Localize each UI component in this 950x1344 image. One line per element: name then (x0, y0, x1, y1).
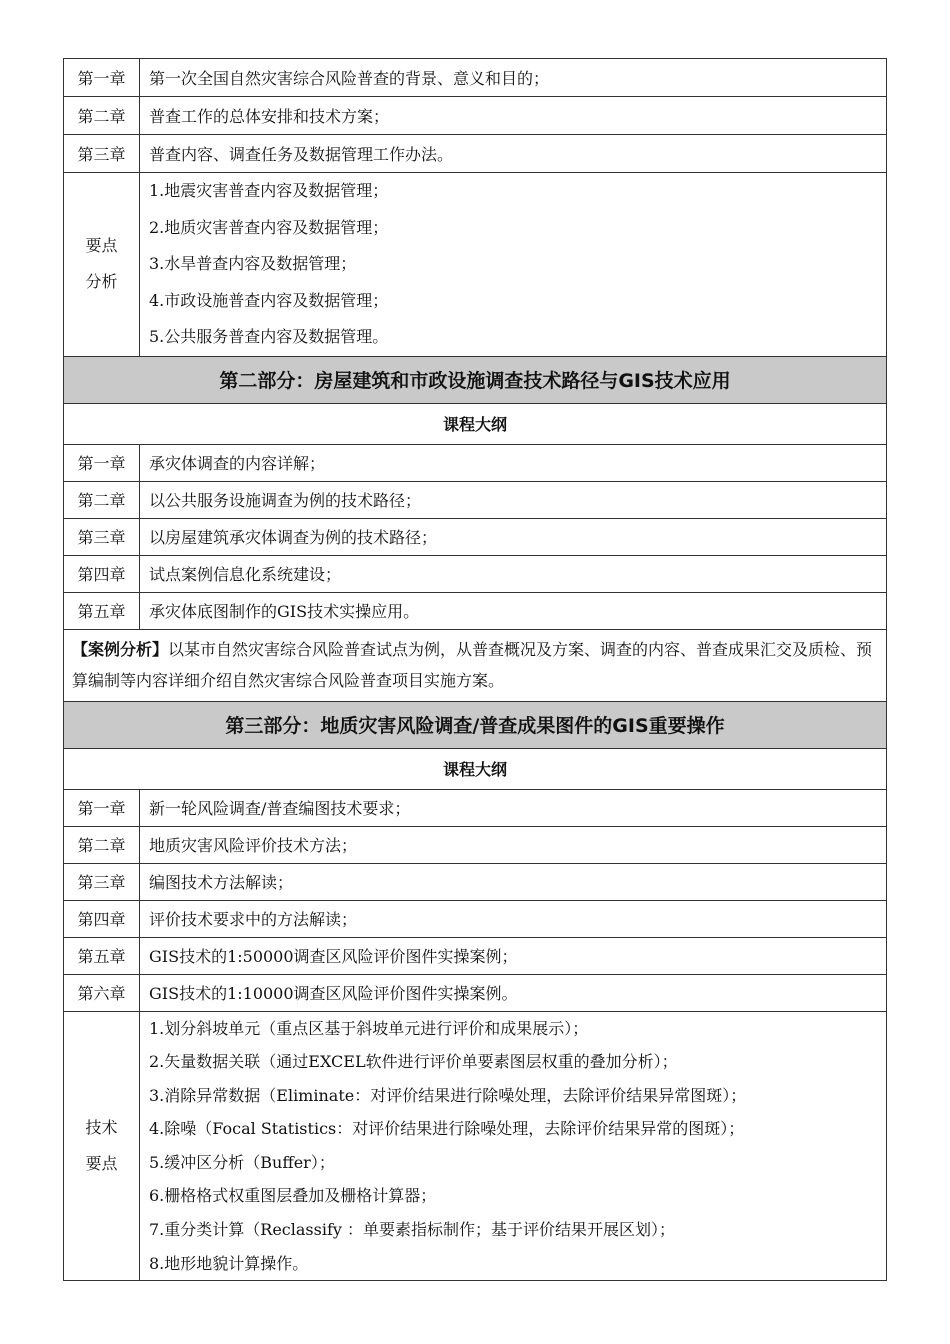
table-row (64, 444, 887, 481)
case-analysis-row (64, 629, 887, 701)
tech-point: 5.缓冲区分析（Buffer）； (149, 1152, 335, 1172)
chapter-text: 地质灾害风险评价技术方法； (140, 826, 887, 863)
chapter-text: 编图技术方法解读； (140, 863, 887, 900)
tech-point: 4.除噪（Focal Statistics：对评价结果进行除噪处理，去除评价结果异常的图斑）； (149, 1119, 745, 1139)
tech-label-line-2: 要点 (85, 1153, 118, 1173)
table-row (64, 97, 887, 135)
outline-row (64, 403, 887, 444)
tech-point: 8.地形地貌计算操作。 (149, 1253, 309, 1273)
chapter-text: 试点案例信息化系统建设； (140, 555, 887, 592)
tech-points-label (64, 1011, 140, 1281)
chapter-number: 第三章 (64, 518, 140, 555)
chapter-number: 第二章 (64, 97, 140, 135)
chapter-number: 第五章 (64, 592, 140, 629)
part3-outline-title: 课程大纲 (64, 748, 887, 789)
chapter-number: 第三章 (64, 863, 140, 900)
chapter-number: 第一章 (64, 444, 140, 481)
chapter-text: 承灾体调查的内容详解； (140, 444, 887, 481)
chapter-text: 新一轮风险调查/普查编图技术要求； (140, 789, 887, 826)
chapter-text: 承灾体底图制作的GIS技术实操应用。 (140, 592, 887, 629)
table-row (64, 789, 887, 826)
chapter-text: GIS技术的1:50000调查区风险评价图件实操案例； (140, 937, 887, 974)
chapter-text: 评价技术要求中的方法解读； (140, 900, 887, 937)
chapter-text: 普查内容、调查任务及数据管理工作办法。 (140, 135, 887, 173)
tech-points-row (64, 1011, 887, 1281)
section-header-row (64, 356, 887, 403)
key-label-line-1: 要点 (85, 236, 118, 256)
key-points-row (64, 173, 887, 357)
tech-point: 3.消除异常数据（Eliminate：对评价结果进行除噪处理，去除评价结果异常图斑）； (149, 1085, 747, 1105)
table-row (64, 937, 887, 974)
chapter-text: 以公共服务设施调查为例的技术路径； (140, 481, 887, 518)
key-point: 4.市政设施普查内容及数据管理； (149, 290, 389, 310)
table-row (64, 135, 887, 173)
course-outline-table (63, 58, 887, 1281)
key-point: 2.地质灾害普查内容及数据管理； (149, 217, 389, 237)
tech-label-line-1: 技术 (85, 1117, 118, 1137)
tech-point: 7.重分类计算（Reclassify ：单要素指标制作；基于评价结果开展区划）； (149, 1220, 675, 1240)
table-row (64, 59, 887, 97)
tech-point: 2.矢量数据关联（通过EXCEL软件进行评价单要素图层权重的叠加分析）； (149, 1052, 678, 1072)
section-header-row (64, 701, 887, 748)
tech-point: 6.栅格格式权重图层叠加及栅格计算器； (149, 1186, 437, 1206)
chapter-text: 普查工作的总体安排和技术方案； (140, 97, 887, 135)
table-row (64, 481, 887, 518)
chapter-text: 第一次全国自然灾害综合风险普查的背景、意义和目的； (140, 59, 887, 97)
tech-point: 1.划分斜坡单元（重点区基于斜坡单元进行评价和成果展示）； (149, 1018, 589, 1038)
table-row (64, 826, 887, 863)
chapter-number: 第二章 (64, 481, 140, 518)
chapter-number: 第二章 (64, 826, 140, 863)
case-analysis (64, 629, 887, 701)
table-row (64, 900, 887, 937)
chapter-number: 第六章 (64, 974, 140, 1011)
table-row (64, 592, 887, 629)
table-row (64, 863, 887, 900)
part2-title: 第二部分：房屋建筑和市政设施调查技术路径与GIS技术应用 (64, 356, 887, 403)
chapter-text: GIS技术的1:10000调查区风险评价图件实操案例。 (140, 974, 887, 1011)
key-label-line-2: 分析 (85, 272, 118, 292)
tech-points-list (140, 1011, 887, 1281)
chapter-text: 以房屋建筑承灾体调查为例的技术路径； (140, 518, 887, 555)
chapter-number: 第四章 (64, 555, 140, 592)
case-analysis-text: 以某市自然灾害综合风险普查试点为例，从普查概况及方案、调查的内容、普查成果汇交及质检、预算编制等内容详细介绍自然灾害综合风险普查项目实施方案。 (72, 640, 873, 690)
table-row (64, 518, 887, 555)
chapter-number: 第三章 (64, 135, 140, 173)
chapter-number: 第五章 (64, 937, 140, 974)
key-points-list (140, 173, 887, 357)
part2-outline-title: 课程大纲 (64, 403, 887, 444)
key-point: 1.地震灾害普查内容及数据管理； (149, 181, 389, 200)
outline-row (64, 748, 887, 789)
table-row (64, 974, 887, 1011)
chapter-number: 第四章 (64, 900, 140, 937)
chapter-number: 第一章 (64, 59, 140, 97)
key-points-label (64, 173, 140, 357)
table-row (64, 555, 887, 592)
chapter-number: 第一章 (64, 789, 140, 826)
key-point: 5.公共服务普查内容及数据管理。 (149, 327, 389, 346)
key-point: 3.水旱普查内容及数据管理； (149, 254, 357, 273)
part3-title: 第三部分：地质灾害风险调查/普查成果图件的GIS重要操作 (64, 701, 887, 748)
case-analysis-title: 【案例分析】 (72, 640, 169, 659)
